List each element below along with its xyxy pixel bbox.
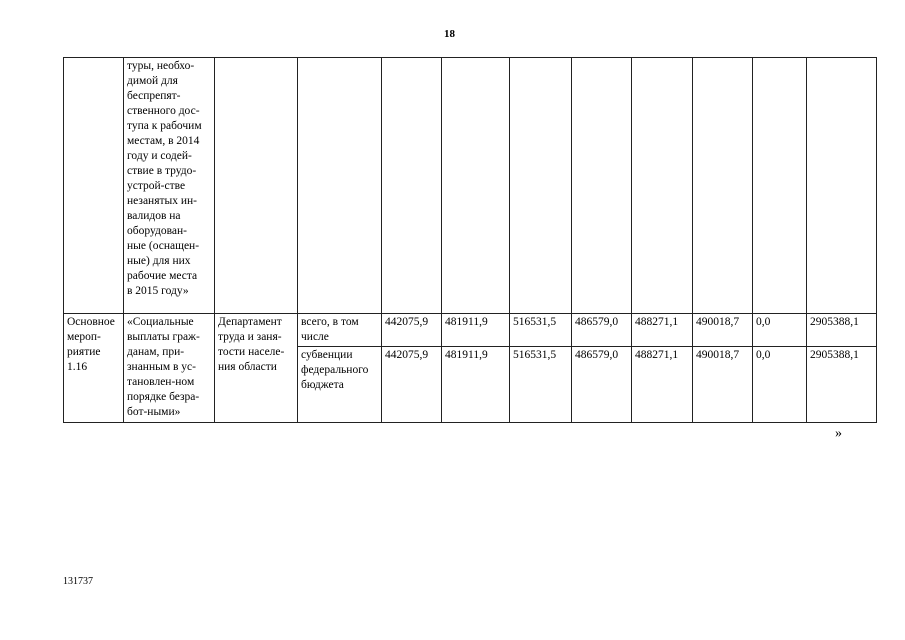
executor-cell: [215, 314, 298, 423]
cell-empty: [64, 58, 124, 314]
text-line: ствие в трудо-: [127, 165, 197, 177]
document-id: 131737: [63, 576, 93, 587]
funding-source-cell: [298, 347, 382, 423]
measure-name-cell: [124, 314, 215, 423]
value-cell: 0,0: [753, 347, 807, 423]
text-line: году и содей-: [127, 150, 192, 162]
closing-quote: »: [835, 426, 842, 441]
value-cell: 516531,5: [510, 314, 572, 347]
text-line: валидов на: [127, 210, 181, 222]
budget-table: [63, 57, 877, 423]
text-line: труда и заня-: [218, 331, 282, 343]
text-line: туры, необхо-: [127, 60, 195, 72]
cell-empty: [632, 58, 693, 314]
text-line: тупа к рабочим: [127, 120, 202, 132]
cell-empty: [572, 58, 632, 314]
continuation-row: [64, 58, 877, 314]
cell-empty: [442, 58, 510, 314]
value-cell: 0,0: [753, 314, 807, 347]
text-line: порядке безра-: [127, 391, 200, 403]
text-line: Основное: [67, 316, 115, 328]
value-cell: 442075,9: [382, 347, 442, 423]
text-line: знанным в ус-: [127, 361, 196, 373]
text-line: всего, в том: [301, 316, 359, 328]
cell-empty: [510, 58, 572, 314]
measure-code-cell: [64, 314, 124, 423]
text-line: 1.16: [67, 361, 88, 373]
value-cell: 486579,0: [572, 314, 632, 347]
text-line: местам, в 2014: [127, 135, 200, 147]
text-line: ния области: [218, 361, 277, 373]
text-line: мероп-: [67, 331, 101, 343]
text-line: числе: [301, 331, 329, 343]
cell-empty: [693, 58, 753, 314]
text-line: «Социальные: [127, 316, 194, 328]
value-cell: 488271,1: [632, 314, 693, 347]
value-cell: 486579,0: [572, 347, 632, 423]
text-line: тости населе-: [218, 346, 285, 358]
value-cell: 2905388,1: [807, 347, 877, 423]
text-line: данам, при-: [127, 346, 185, 358]
cell-empty: [753, 58, 807, 314]
value-cell: 481911,9: [442, 347, 510, 423]
text-line: ные) для них: [127, 255, 191, 267]
value-cell: 481911,9: [442, 314, 510, 347]
text-line: ные (оснащен-: [127, 240, 200, 252]
continuation-text-cell: [124, 58, 215, 314]
value-cell: 442075,9: [382, 314, 442, 347]
funding-source-cell: [298, 314, 382, 347]
text-line: устрой-стве: [127, 180, 186, 192]
cell-empty: [215, 58, 298, 314]
text-line: выплаты граж-: [127, 331, 200, 343]
text-line: бот-ными»: [127, 406, 181, 418]
text-line: федерального: [301, 364, 369, 376]
cell-empty: [807, 58, 877, 314]
value-cell: 488271,1: [632, 347, 693, 423]
value-cell: 490018,7: [693, 314, 753, 347]
text-line: рабочие места: [127, 270, 198, 282]
cell-empty: [382, 58, 442, 314]
text-line: незанятых ин-: [127, 195, 198, 207]
text-line: димой для: [127, 75, 178, 87]
text-line: бюджета: [301, 379, 344, 391]
text-line: в 2015 году»: [127, 285, 189, 297]
value-cell: 2905388,1: [807, 314, 877, 347]
value-cell: 516531,5: [510, 347, 572, 423]
value-cell: 490018,7: [693, 347, 753, 423]
text-line: ственного дос-: [127, 105, 200, 117]
cell-empty: [298, 58, 382, 314]
text-line: риятие: [67, 346, 101, 358]
measure-row-total: [64, 314, 877, 347]
text-line: оборудован-: [127, 225, 187, 237]
text-line: субвенции: [301, 349, 353, 361]
text-line: беспрепят-: [127, 90, 181, 102]
text-line: Департамент: [218, 316, 282, 328]
page-number: 18: [444, 28, 455, 40]
text-line: тановлен-ном: [127, 376, 195, 388]
